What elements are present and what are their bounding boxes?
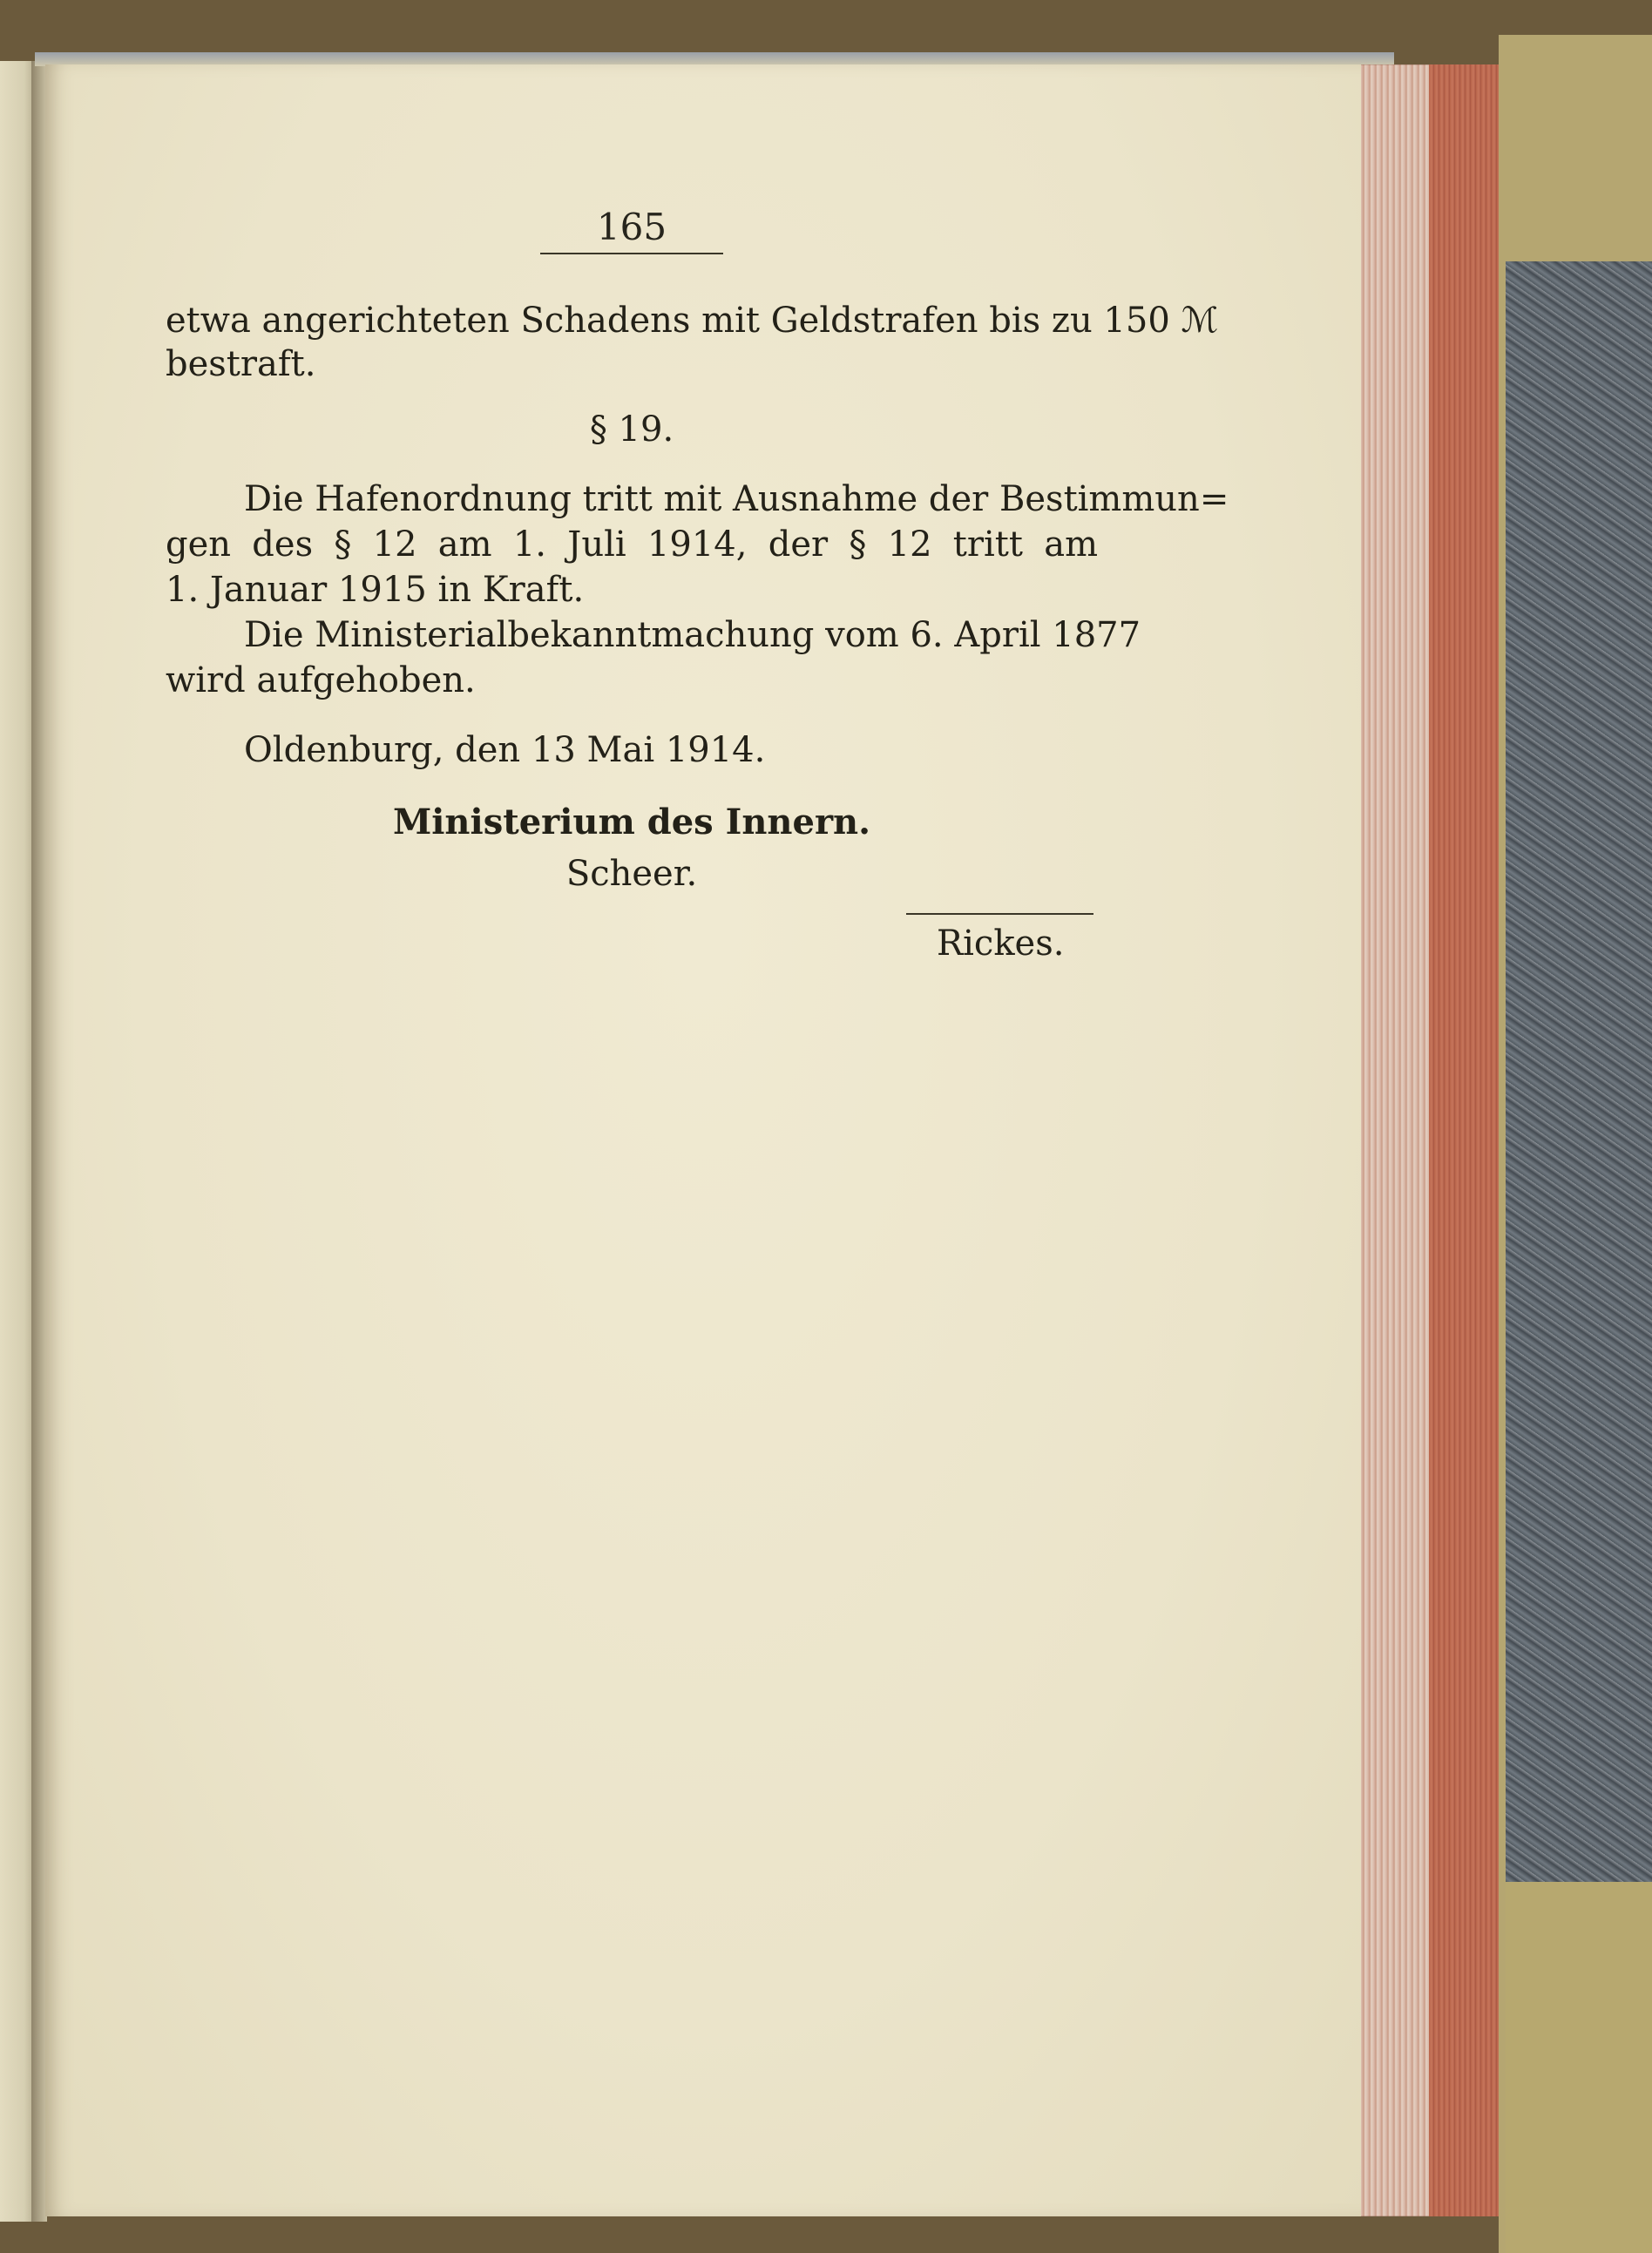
- place-date: Oldenburg, den 13 Mai 1914.: [244, 730, 766, 770]
- section-heading: § 19.: [589, 409, 674, 450]
- signature-scheer: Scheer.: [565, 854, 698, 894]
- text-line-2: bestraft.: [166, 344, 316, 384]
- text-line-1: etwa angerichteten Schadens mit Geldstrafen bis zu 150 ℳ: [166, 301, 1219, 341]
- book-page: [45, 64, 1361, 2216]
- text-line-3: Die Hafenordnung tritt mit Ausnahme der Bestimmun=: [244, 479, 1229, 519]
- red-page-edge: [1429, 64, 1499, 2216]
- text-line-7: wird aufgehoben.: [166, 660, 476, 700]
- signature-rule: [906, 913, 1093, 915]
- marbled-cover: [1506, 261, 1652, 1882]
- signature-rickes: Rickes.: [937, 924, 1065, 964]
- text-line-5: 1. Januar 1915 in Kraft.: [166, 570, 585, 610]
- page-number-rule: [540, 253, 723, 254]
- text-line-4: gen des § 12 am 1. Juli 1914, der § 12 tritt am: [166, 524, 1098, 565]
- text-line-6: Die Ministerialbekanntmachung vom 6. April 1877: [244, 615, 1141, 655]
- page-number: 165: [596, 206, 667, 248]
- left-page-edge: [0, 61, 35, 2222]
- cover-bottom-cloth: [1506, 1882, 1652, 2253]
- ministry-name: Ministerium des Innern.: [392, 802, 871, 842]
